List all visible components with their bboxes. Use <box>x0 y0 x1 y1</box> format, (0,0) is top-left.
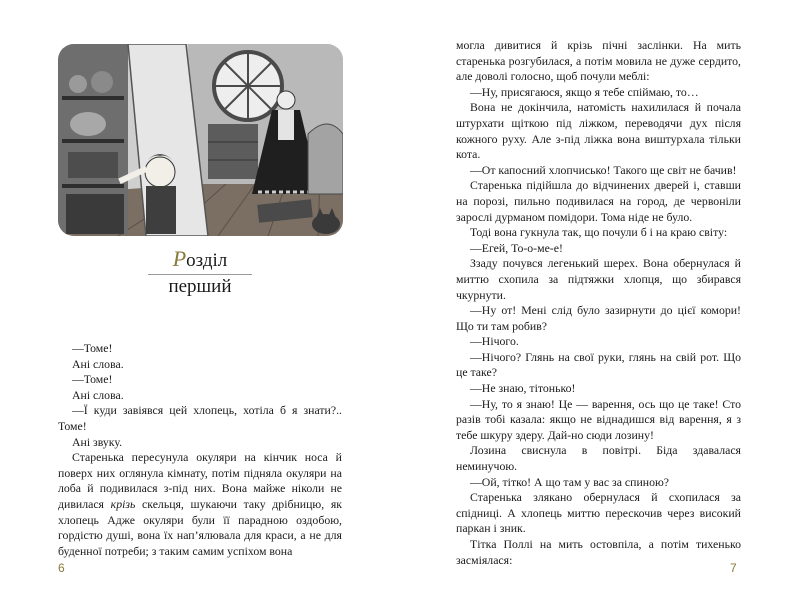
paragraph: Вона не докінчила, натомість нахилилася й почала штурхати щіткою під ліжком, переводячи дух після кожного руху. Але з-під ліжка вона виштурхала тільки кота. <box>456 100 741 162</box>
chapter-initial: Р <box>172 246 187 271</box>
paragraph: могла дивитися й крізь пічні заслінки. На мить старенька розгубилася, а потім мовила не дуже сердито, але доволі голосно, щоб почули меблі: <box>456 38 741 84</box>
chapter-heading <box>140 247 260 299</box>
paragraph-part: скельця, шукаючи таку дрібницю, як хлопець Адже окуляри були її парадною оздобою, гордістю душі, вона їх нап’ялювала для краси, а не для буденної потреби; з таким самим успіхом вона <box>58 496 343 558</box>
paragraph: —Ну, то я знаю! Це — варення, ось що це таке! Сто разів тобі казала: якщо не віднадишся від варення, я з тебе шкуру здеру. Дай-но сюди лозину! <box>456 396 741 442</box>
chapter-subtitle: перший <box>168 276 232 297</box>
paragraph: Тоді вона гукнула так, що почули б і на краю світу: <box>470 225 728 240</box>
paragraph: —Ну, присягаюся, якщо я тебе спіймаю, то… <box>470 84 699 99</box>
paragraph <box>58 450 342 559</box>
paragraph-part: Старенька пересунула окуляри на кінчик носа й поверх них оглянула кімнату, потім підняла окуляри на лоба й подивилася з-під них. Вона майже ніколи не дивилася <box>58 450 342 511</box>
paragraph: Ані звуку. <box>72 434 123 449</box>
paragraph: —Нічого? Глянь на свої руки, глянь на свій рот. Що це таке? <box>456 349 741 380</box>
paragraph: —Томе! <box>72 372 113 387</box>
paragraph: —Ой, тітко! А що там у вас за спиною? <box>470 474 670 489</box>
right-page <box>400 0 800 608</box>
chapter-title-rest: озділ <box>186 250 228 271</box>
paragraph: Старенька злякано обернулася й схопилася за спідниці. А хлопець миттю перескочив через високий паркан і зник. <box>456 490 741 536</box>
paragraph: Старенька підійшла до відчинених дверей і, ставши на порозі, пильно подивилася на город, де червоніли зарослі дурманом помідори. Тома ніде не було. <box>456 178 741 224</box>
paragraph: Ззаду почувся легенький шерех. Вона обернулася й миттю схопила за підтяжки хлопця, що збирався чкурнути. <box>456 256 741 302</box>
paragraph: Ані слова. <box>72 387 124 402</box>
right-page-text <box>456 38 741 568</box>
chapter-illustration <box>58 44 343 236</box>
italic-word: крізь <box>110 496 136 511</box>
paragraph: Лозина свиснула в повітрі. Біда здавалася неминучою. <box>456 443 741 474</box>
paragraph: Ані слова. <box>72 356 124 371</box>
paragraph: —Ї куди завіявся цей хлопець, хотіла б я знати?.. Томе! <box>58 403 342 433</box>
paragraph: —Ну от! Мені слід було зазирнути до цієї комори! Що ти там робив? <box>456 303 741 333</box>
paragraph: —Нічого. <box>470 334 519 349</box>
paragraph: —Егей, То-о-ме-е! <box>470 240 563 255</box>
left-page-text <box>58 341 342 559</box>
paragraph: Тітка Поллі на мить остовпіла, а потім тихенько засміялася: <box>456 537 741 567</box>
paragraph: —Не знаю, тітонько! <box>470 381 576 396</box>
page-number-left: 6 <box>58 561 65 575</box>
page-number-right: 7 <box>730 561 737 575</box>
chapter-title <box>140 247 260 273</box>
paragraph: —От капосний хлопчисько! Такого ще світ не бачив! <box>470 162 737 177</box>
paragraph: —Томе! <box>72 341 113 355</box>
